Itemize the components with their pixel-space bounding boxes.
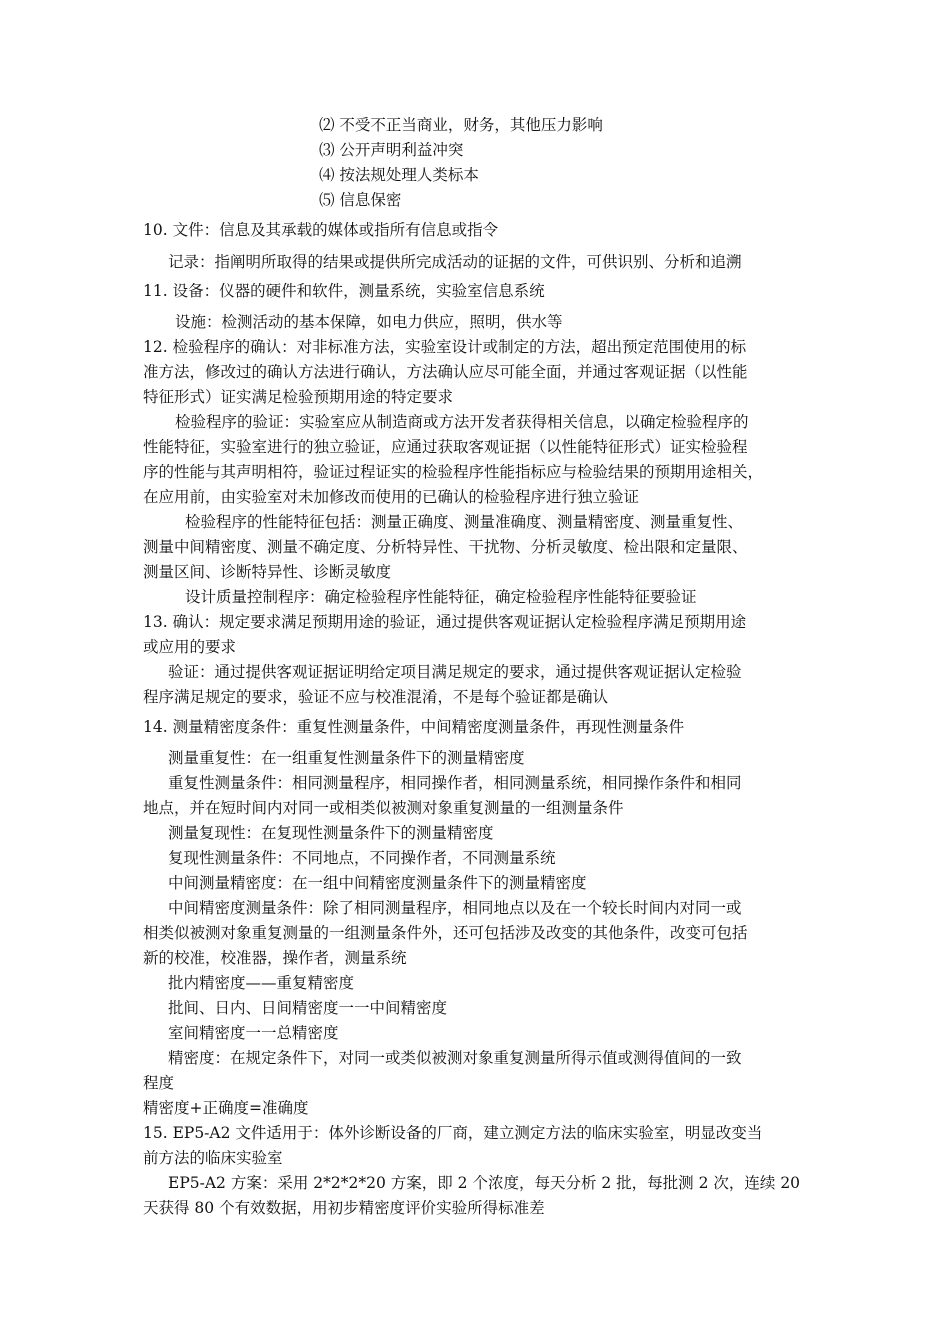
text-line: 10. 文件：信息及其承载的媒体或指所有信息或指令 [143,221,499,239]
text-line: ⑵ 不受不正当商业，财务，其他压力影响 [319,116,603,134]
text-line: 验证：通过提供客观证据证明给定项目满足规定的要求，通过提供客观证据认定检验 [168,663,742,681]
text-line: 13. 确认：规定要求满足预期用途的验证，通过提供客观证据认定检验程序满足预期用途 [143,613,747,631]
text-line: 测量区间、诊断特异性、诊断灵敏度 [143,563,392,581]
text-line: 相类似被测对象重复测量的一组测量条件外，还可包括涉及改变的其他条件，改变可包括 [143,924,748,942]
text-line: 室间精密度一一总精密度 [168,1024,339,1042]
text-line: 前方法的临床实验室 [143,1149,283,1167]
text-line: 测量复现性：在复现性测量条件下的测量精密度 [168,824,494,842]
text-line: 测量重复性：在一组重复性测量条件下的测量精密度 [168,749,525,767]
text-line: 中间精密度测量条件：除了相同测量程序，相同地点以及在一个较长时间内对同一或 [168,899,742,917]
text-line: 检验程序的验证：实验室应从制造商或方法开发者获得相关信息，以确定检验程序的 [175,413,749,431]
text-line: 准方法，修改过的确认方法进行确认，方法确认应尽可能全面，并通过客观证据（以性能 [143,363,748,381]
text-line: ⑸ 信息保密 [319,191,402,209]
text-line: 测量中间精密度、测量不确定度、分析特异性、干扰物、分析灵敏度、检出限和定量限、 [143,538,748,556]
text-line: 批间、日内、日间精密度一一中间精密度 [168,999,448,1017]
text-line: 特征形式）证实满足检验预期用途的特定要求 [143,388,454,406]
text-line: EP5-A2 方案：采用 2*2*2*20 方案，即 2 个浓度，每天分析 2 批，每批测 2 次，连续 20 [168,1174,801,1192]
text-line: 中间测量精密度：在一组中间精密度测量条件下的测量精密度 [168,874,587,892]
text-line: ⑶ 公开声明利益冲突 [319,141,464,159]
text-line: 性能特征，实验室进行的独立验证，应通过获取客观证据（以性能特征形式）证实检验程 [143,438,748,456]
text-line: 天获得 80 个有效数据，用初步精密度评价实验所得标准差 [143,1199,545,1217]
text-line: ⑷ 按法规处理人类标本 [319,166,479,184]
text-line: 复现性测量条件：不同地点，不同操作者，不同测量系统 [168,849,556,867]
text-line: 新的校准，校准器，操作者，测量系统 [143,949,407,967]
text-line: 记录：指阐明所取得的结果或提供所完成活动的证据的文件，可供识别、分析和追溯 [168,253,742,271]
text-line: 重复性测量条件：相同测量程序，相同操作者，相同测量系统，相同操作条件和相同 [168,774,742,792]
text-line: 程序满足规定的要求，验证不应与校准混淆，不是每个验证都是确认 [143,688,609,706]
text-line: 地点，并在短时间内对同一或相类似被测对象重复测量的一组测量条件 [143,799,624,817]
text-line: 14. 测量精密度条件：重复性测量条件，中间精密度测量条件，再现性测量条件 [143,718,685,736]
text-line: 或应用的要求 [143,638,237,656]
text-line: 设计质量控制程序：确定检验程序性能特征，确定检验程序性能特征要验证 [185,588,697,606]
text-line: 15. EP5-A2 文件适用于：体外诊断设备的厂商，建立测定方法的临床实验室，明显改变当 [143,1124,763,1142]
text-line: 11. 设备：仪器的硬件和软件，测量系统，实验室信息系统 [143,282,545,300]
text-line: 序的性能与其声明相符，验证过程证实的检验程序性能指标应与检验结果的预期用途相关， [143,463,764,481]
text-line: 批内精密度——重复精密度 [168,974,355,992]
text-line: 设施：检测活动的基本保障，如电力供应，照明，供水等 [175,313,563,331]
text-line: 精密度：在规定条件下，对同一或类似被测对象重复测量所得示值或测得值间的一致 [168,1049,742,1067]
text-line: 程度 [143,1074,175,1092]
text-line: 在应用前，由实验室对未加修改而使用的已确认的检验程序进行独立验证 [143,488,640,506]
text-line: 检验程序的性能特征包括：测量正确度、测量准确度、测量精密度、测量重复性、 [185,513,744,531]
text-line: 12. 检验程序的确认：对非标准方法，实验室设计或制定的方法，超出预定范围使用的标 [143,338,747,356]
text-line: 精密度+正确度=准确度 [143,1099,309,1117]
